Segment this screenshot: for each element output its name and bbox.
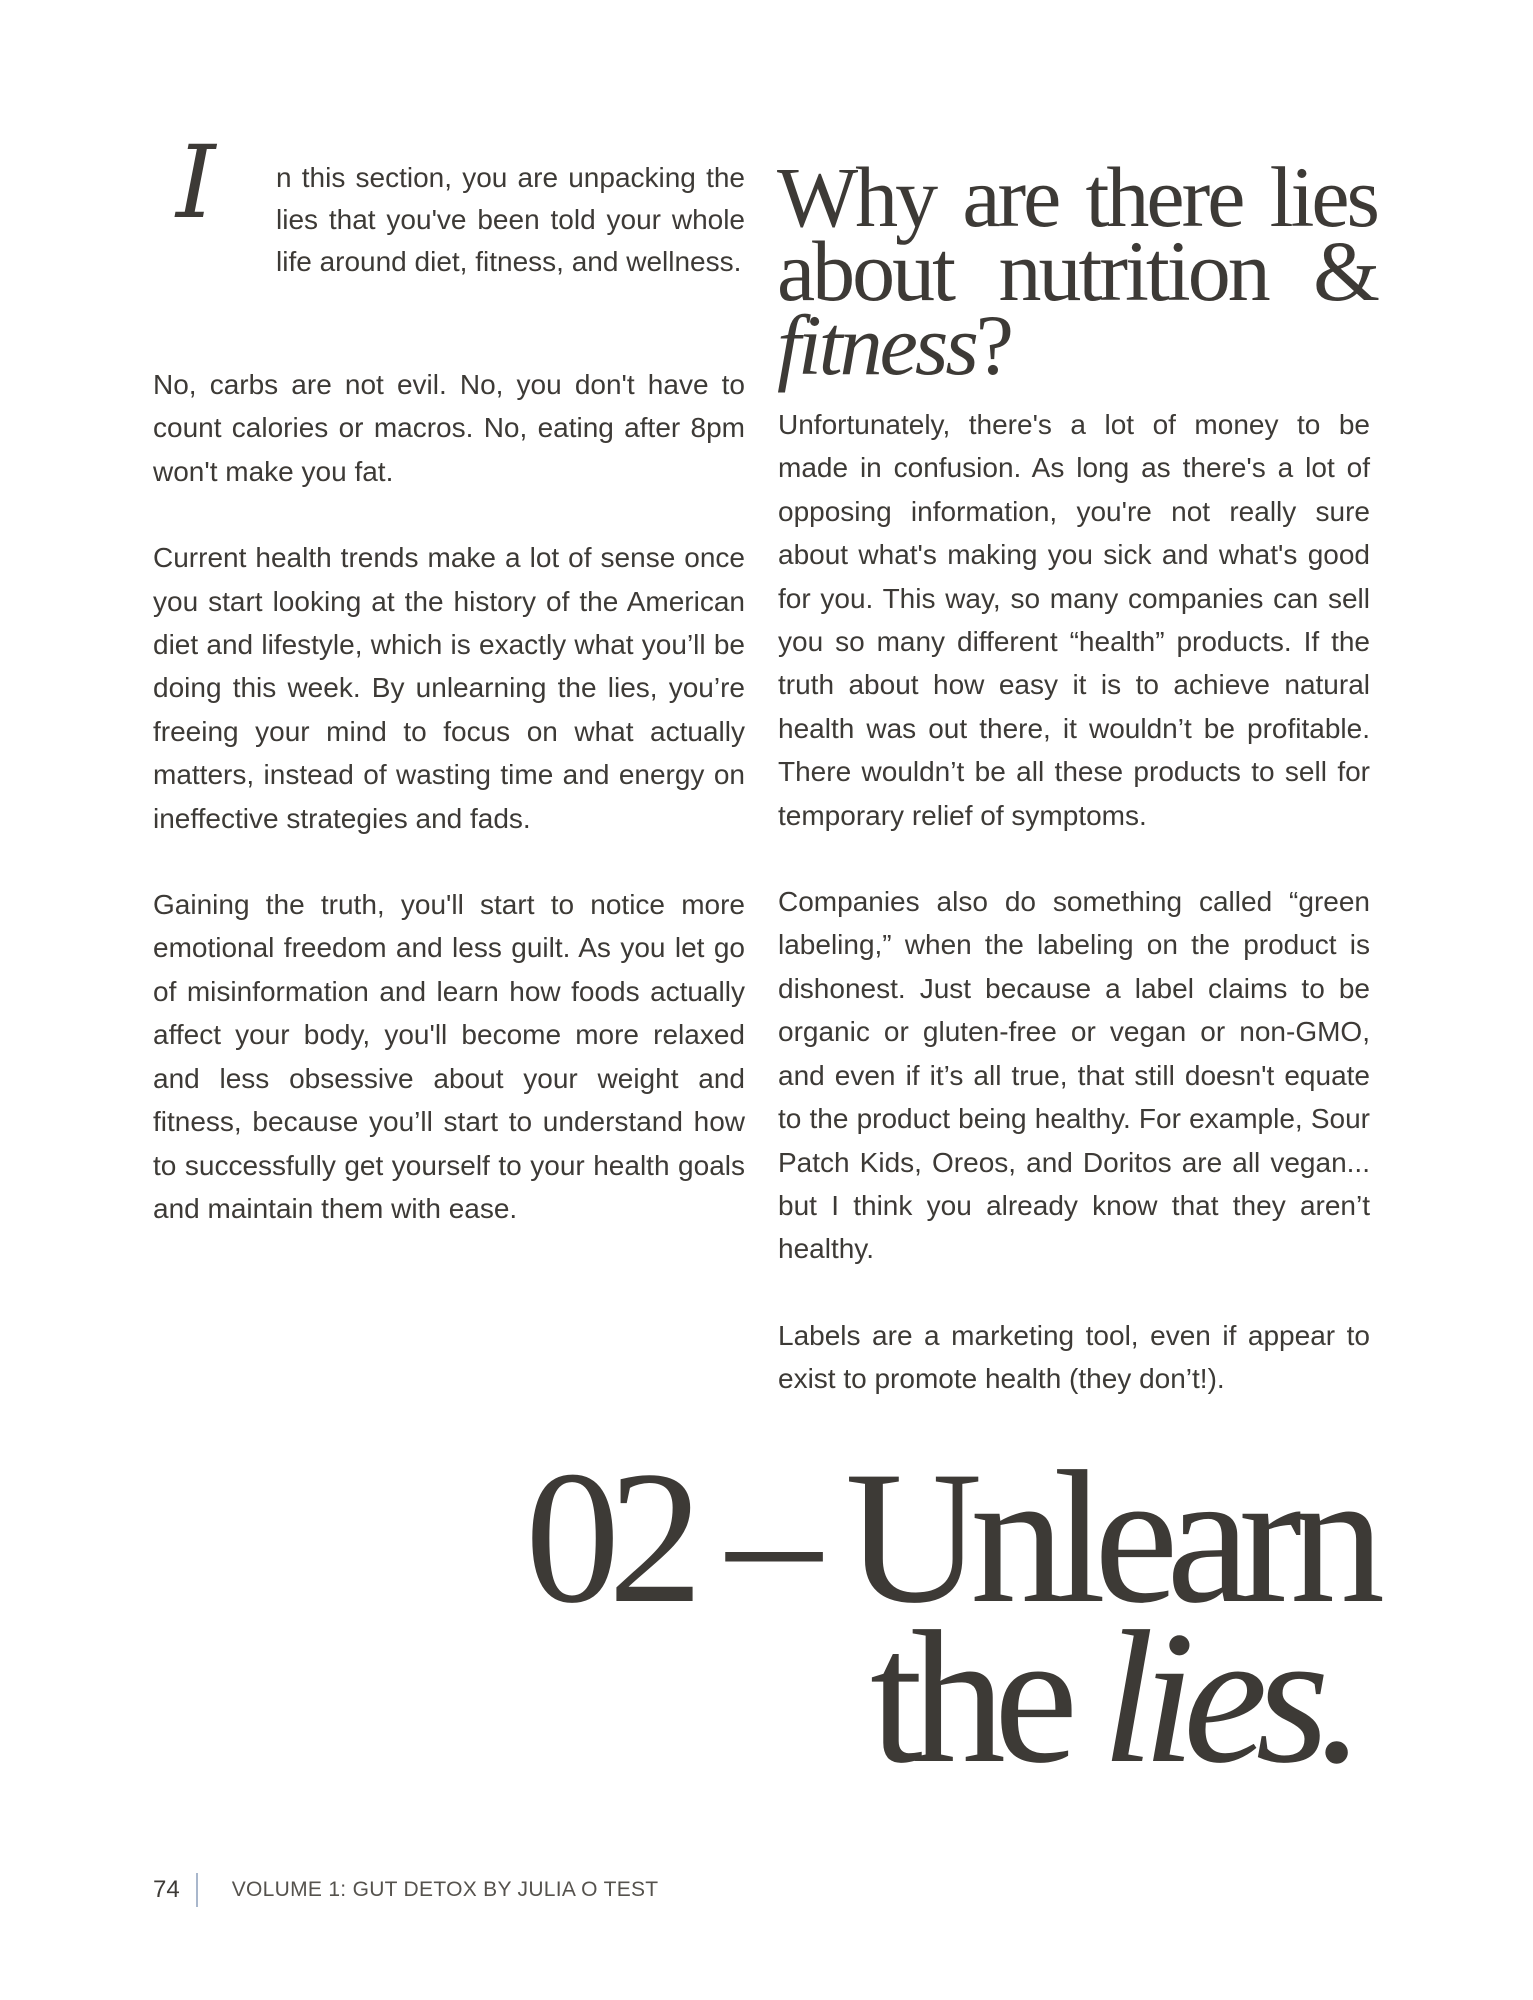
page-number: 74 <box>153 1876 180 1903</box>
chapter-title-line-1: 02 – Unlearn <box>525 1433 1373 1643</box>
heading-italic-word: fitness <box>777 297 976 393</box>
section-heading <box>777 149 1377 393</box>
heading-line-2: about nutrition & <box>777 223 1377 319</box>
chapter-title-italic: lies. <box>1101 1593 1353 1803</box>
chapter-title <box>525 1433 1373 1803</box>
page-footer <box>153 1872 658 1908</box>
chapter-title-plain: the <box>870 1593 1102 1803</box>
heading-question-mark: ? <box>975 297 1011 393</box>
left-column <box>153 363 745 1273</box>
footer-divider <box>196 1873 198 1907</box>
right-paragraph-2: Companies also do something called “green labeling,” when the labeling on the product is dishonest. Just because a label claims to be organic or gluten-free or vegan or non-GMO, and even if it’s all true, that still doesn't equate to the product being healthy. For example, Sour Patch Kids, Oreos, and Doritos are all vegan... but I think you already know that they aren’t healthy. <box>778 886 1370 1265</box>
left-paragraph-1: No, carbs are not evil. No, you don't have to count calories or macros. No, eating after 8pm won't make you fat. <box>153 369 745 487</box>
footer-publication-title: VOLUME 1: GUT DETOX BY JULIA O TEST <box>231 1878 659 1901</box>
heading-line-1: Why are there lies <box>777 149 1377 245</box>
right-column <box>778 403 1370 1444</box>
intro-paragraph: n this section, you are unpacking the lies that you've been told your whole life around diet, fitness, and wellness. <box>276 162 745 277</box>
left-paragraph-3: Gaining the truth, you'll start to notice more emotional freedom and less guilt. As you let go of misinformation and learn how foods actually affect your body, you'll become more relaxed and less obsessive about your weight and fitness, because you’ll start to understand how to successfully get yourself to your health goals and maintain them with ease. <box>153 889 745 1224</box>
right-paragraph-3: Labels are a marketing tool, even if appear to exist to promote health (they don’t!). <box>778 1319 1370 1395</box>
left-paragraph-2: Current health trends make a lot of sense once you start looking at the history of the American diet and lifestyle, which is exactly what you’ll be doing this week. By unlearning the lies, you’re freeing your mind to focus on what actually matters, instead of wasting time and energy on ineffective strategies and fads. <box>153 542 745 834</box>
drop-cap: I <box>176 124 216 241</box>
heading-line-3 <box>777 297 1377 393</box>
right-paragraph-1: Unfortunately, there's a lot of money to be made in confusion. As long as there's a lot of opposing information, you're not really sure about what's making you sick and what's good for you. This way, so many companies can sell you so many different “health” products. If the truth about how easy it is to achieve natural health was out there, it wouldn’t be profitable. There wouldn’t be all these products to sell for temporary relief of symptoms. <box>778 409 1370 831</box>
